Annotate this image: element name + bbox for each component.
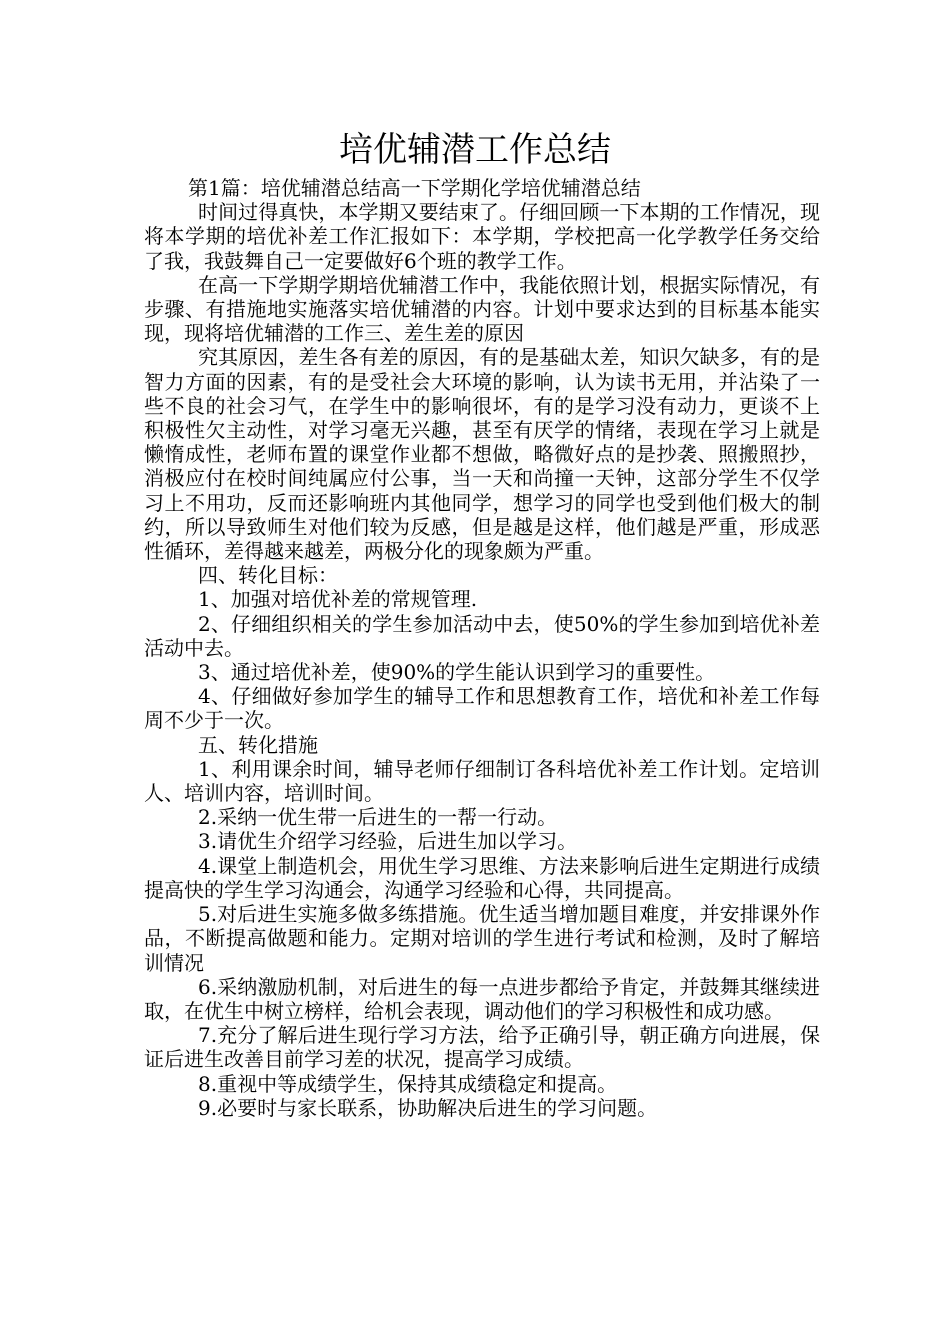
- measure-item: 6.采纳激励机制，对后进生的每一点进步都给予肯定，并鼓舞其继续进取，在优生中树立榜样，给机会表现，调动他们的学习积极性和成功感。: [144, 974, 820, 1023]
- goal-item: 4、仔细做好参加学生的辅导工作和思想教育工作，培优和补差工作每周不少于一次。: [144, 684, 820, 733]
- measure-item: 7.充分了解后进生现行学习方法，给予正确引导，朝正确方向进展，保证后进生改善目前学习差的状况，提高学习成绩。: [144, 1023, 820, 1072]
- section-heading-measures: 五、转化措施: [198, 732, 318, 757]
- section-heading-goals: 四、转化目标：: [198, 563, 338, 588]
- measure-item: 3.请优生介绍学习经验，后进生加以学习。: [198, 829, 578, 854]
- measure-item: 1、利用课余时间，辅导老师仔细制订各科培优补差工作计划。定培训人、培训内容，培训时间。: [144, 756, 820, 806]
- paragraph-intro: 时间过得真快，本学期又要结束了。仔细回顾一下本期的工作情况，现将本学期的培优补差工作汇报如下：本学期，学校把高一化学教学任务交给了我，我鼓舞自己一定要做好6个班的教学工作。: [144, 200, 820, 273]
- measure-item: 4.课堂上制造机会，用优生学习思维、方法来影响后进生定期进行成绩提高快的学生学习沟通会，沟通学习经验和心得，共同提高。: [144, 853, 820, 902]
- goal-item: 2、仔细组织相关的学生参加活动中去，使50%的学生参加到培优补差活动中去。: [144, 611, 820, 660]
- measure-item: 5.对后进生实施多做多练措施。优生适当增加题目难度，并安排课外作品，不断提高做题和能力。定期对培训的学生进行考试和检测，及时了解培训情况: [144, 902, 820, 975]
- document-title: 培优辅潜工作总结: [339, 130, 611, 170]
- document-subtitle: 第1篇：培优辅潜总结高一下学期化学培优辅潜总结: [188, 176, 641, 200]
- paragraph-plan: 在高一下学期学期培优辅潜工作中，我能依照计划，根据实际情况，有步骤、有措施地实施落实培优辅潜的内容。计划中要求达到的目标基本能实现，现将培优辅潜的工作三、差生差的原因: [144, 272, 820, 346]
- measure-item: 9.必要时与家长联系，协助解决后进生的学习问题。: [198, 1095, 658, 1120]
- goal-item: 1、加强对培优补差的常规管理.: [198, 587, 478, 612]
- paragraph-causes: 究其原因，差生各有差的原因，有的是基础太差，知识欠缺多，有的是智力方面的因素，有的是受社会大环境的影响，认为读书无用，并沾染了一些不良的社会习气，在学生中的影响很坏，有的是学习没有动力，更谈不上积极性欠主动性，对学习毫无兴趣，甚至有厌学的情绪，表现在学习上就是懒惰成性，老师布置的课堂作业都不想做，略微好点的是抄袭、照搬照抄，消极应付在校时间纯属应付公事，当一天和尚撞一天钟，这部分学生不仅学习上不用功，反而还影响班内其他同学，想学习的同学也受到他们极大的制约，所以导致师生对他们较为反感，但是越是这样，他们越是严重，形成恶性循环，差得越来越差，两极分化的现象颇为严重。: [144, 345, 820, 564]
- goal-item: 3、通过培优补差，使90%的学生能认识到学习的重要性。: [198, 660, 716, 685]
- measure-item: 8.重视中等成绩学生，保持其成绩稳定和提高。: [198, 1071, 618, 1096]
- document-body: [144, 176, 820, 1120]
- measure-item: 2.采纳一优生带一后进生的一帮一行动。: [198, 805, 558, 830]
